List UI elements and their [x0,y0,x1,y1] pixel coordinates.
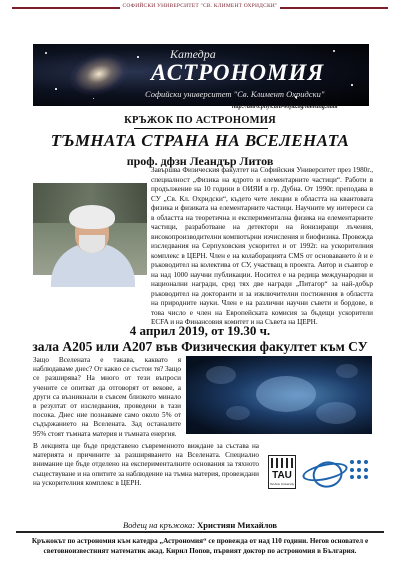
tau-logo-word: TAU [272,470,292,481]
tau-logo-sub: Tel Aviv University [269,482,295,486]
department-name: АСТРОНОМИЯ [151,60,325,85]
header-rule-right [280,7,388,9]
event-venue: зала А205 или А207 във Физическия факултет към СУ [32,339,368,354]
tau-logo [268,455,296,489]
club-leader [0,520,400,530]
university-line: СОФИЙСКИ УНИВЕРСИТЕТ "СВ. КЛИМЕНТ ОХРИДСКИ" [122,3,278,9]
footer-note: Кръжокът по астрономия към катедра „Астрономия“ се провежда от над 110 години. Негов основател е световноизвестният математик акад. Кирил Попов, първият доктор по астрономия в България. [31,537,369,555]
dark-matter-image [186,356,372,434]
speaker-name: проф. дфзн Леандър Литов [126,154,274,168]
speaker-bio: Завършва Физическия факултет на Софийския Университет през 1980г., специалност „Физика на ядрото и елементарните частици“. Работи в продължение на 10 години в ОИЯИ в гр. Дубна. От 1990г. преподава в СУ „Св. Кл. Охридски“, където чете лекции в областта на квантовата физика и физиката на елементарните частици. Научните му интереси са в областта на теоретична и експериментална физика на елементарните частици, разработване на детектори на йонизиращи лъчения, високопроизводителни компютърни изчисления и биофизика. Провежда изследвания на Серпуховския ускорител и от 1992г. на ускорителния комплекс в ЦЕРН. Член е на колаборацията CMS от основаването ѝ и е ръководител на колектива от СУ, участващ в проекта. Автор и съавтор е на над 1000 научни публикации. Носител е на редица международни и национални награди, сред тях две награди „Питагор“ за най-добър ръководител на докторанти и за изключителни постижения в областта на природните науки. Член е на различни научни съвети и бордове, в това число е член на Европейската комисия за бъдещи ускорители ECFA и на Финансовия комитет и на Съвета на ЦЕРН. [151,166,373,326]
club-heading: КРЪЖОК ПО АСТРОНОМИЯ [0,115,400,126]
partner-logo [350,460,370,480]
cern-logo [301,459,349,484]
astronomy-banner [33,44,369,106]
speaker-photo [33,183,147,275]
abstract-paragraph-2: В лекцията ще бъде представено съвременното виждане за състава на материята и причините за разширяването на Вселената. Специално внимание ще бъде отделено на експерименталните основания за тяхното съществуване и на опитите за наблюдение на тъмна материя, провеждани на ускорителния комплекс в ЦЕРН. [33,442,259,487]
website-url[interactable]: http://astro.phys.uni-sofia.bg/meeting.html [232,104,338,110]
department-label: Катедра [170,47,216,61]
galaxy-image [64,46,133,103]
header-rule-left [12,7,120,9]
banner-university: Софийски университет "Св. Климент Охридски" [145,89,325,99]
university-header [0,0,400,14]
leader-name: Християн Михайлов [197,520,278,530]
event-date-time: 4 април 2019, от 19.30 ч. [129,323,271,338]
footer-divider [16,531,384,533]
leader-label: Водещ на кръжока: [122,520,196,530]
abstract-paragraph-1: Защо Вселената е такава, каквато я наблюдаваме днес? От какво се състои тя? Защо се разширява? На много от тези въпроси учените се опитват да отговорят от векове, а други са възникнали в съвсем близкото минало в резултат от изследвания, проведени в тази посока. Днес ние познаваме само около 5% от съдържанието на Вселената. Зад останалите 95% стоят тъмната материя и тъмната енергия. [33,356,181,438]
lecture-title: ТЪМНАТА СТРАНА НА ВСЕЛЕНАТА [50,131,350,150]
